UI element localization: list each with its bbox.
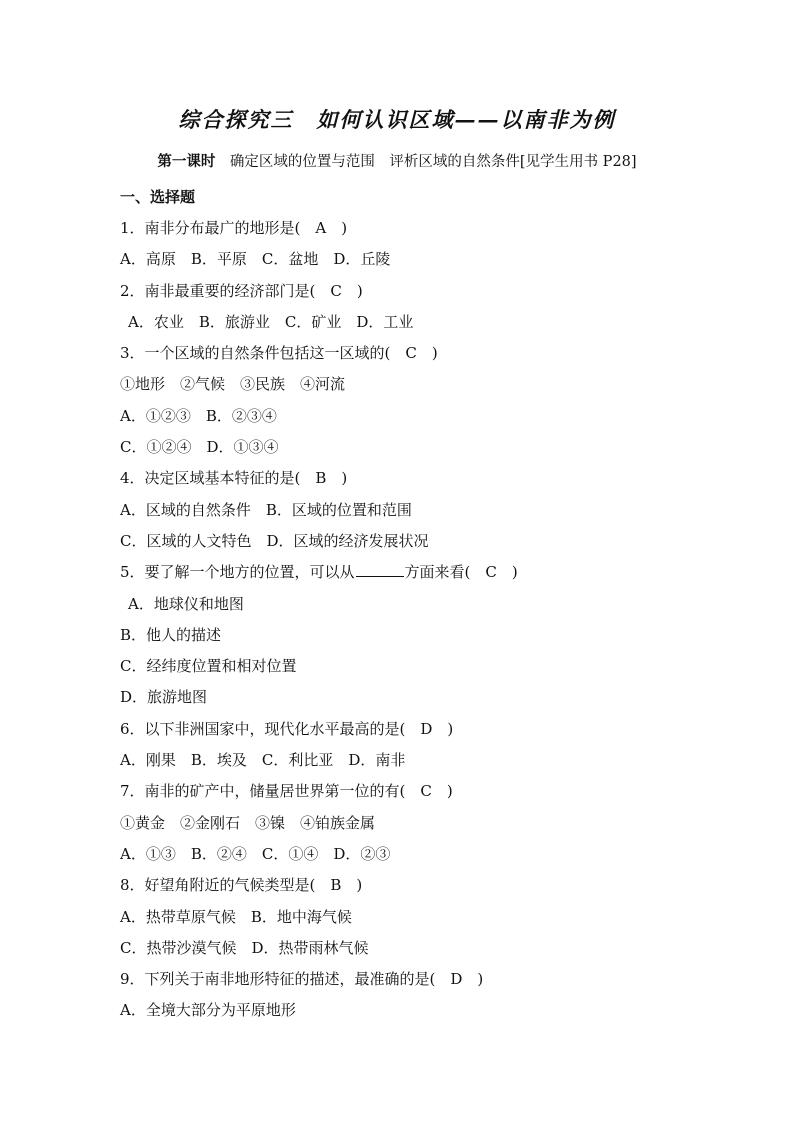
lesson-description: 确定区域的位置与范围 评析区域的自然条件[见学生用书 P28] [215, 154, 637, 170]
section-heading: 一、选择题 [120, 188, 196, 206]
question-7-items: ①黄金 ②金刚石 ③镍 ④铂族金属 [120, 813, 376, 832]
question-7-options: A．①③ B．②④ C．①④ D．②③ [120, 844, 391, 863]
question-5 [120, 560, 720, 591]
question-8: 8．好望角附近的气候类型是( B ) [120, 876, 363, 895]
page-title: 综合探究三 如何认识区域——以南非为例 [178, 107, 616, 132]
question-5-option-c: C．经纬度位置和相对位置 [120, 657, 297, 676]
question-3-items: ①地形 ②气候 ③民族 ④河流 [120, 375, 346, 394]
question-3: 3．一个区域的自然条件包括这一区域的( C ) [120, 344, 438, 363]
lesson-subtitle [0, 150, 794, 171]
question-5-stem-end: 方面来看( C ) [404, 563, 518, 582]
question-2: 2．南非最重要的经济部门是( C ) [120, 281, 363, 300]
question-4: 4．决定区域基本特征的是( B ) [120, 469, 348, 488]
question-8-options-cd: C．热带沙漠气候 D．热带雨林气候 [120, 938, 369, 957]
question-1: 1．南非分布最广的地形是( A ) [120, 219, 348, 237]
question-3-options-cd: C．①②④ D．①③④ [120, 438, 279, 457]
question-2-options: A．农业 B．旅游业 C．矿业 D．工业 [128, 312, 414, 331]
question-3-options-ab: A．①②③ B．②③④ [120, 406, 277, 425]
answer-blank [356, 562, 404, 577]
question-9-option-a: A．全境大部分为平原地形 [120, 1001, 296, 1020]
lesson-label: 第一课时 [157, 153, 216, 170]
question-8-options-ab: A．热带草原气候 B．地中海气候 [120, 907, 352, 926]
question-6-options: A．刚果 B．埃及 C．利比亚 D．南非 [120, 751, 406, 770]
question-5-stem-start: 5．要了解一个地方的位置，可以从 [120, 563, 355, 582]
question-5-option-d: D．旅游地图 [120, 688, 208, 707]
question-1-options: A．高原 B．平原 C．盆地 D．丘陵 [120, 250, 391, 269]
question-list [120, 216, 720, 1030]
question-9: 9．下列关于南非地形特征的描述，最准确的是( D ) [120, 970, 484, 989]
question-7: 7．南非的矿产中，储量居世界第一位的有( C ) [120, 782, 453, 801]
question-4-options-ab: A．区域的自然条件 B．区域的位置和范围 [120, 500, 412, 519]
question-4-options-cd: C．区域的人文特色 D．区域的经济发展状况 [120, 531, 429, 550]
question-5-option-a: A．地球仪和地图 [128, 594, 244, 613]
question-6: 6．以下非洲国家中，现代化水平最高的是( D ) [120, 719, 454, 738]
question-5-option-b: B．他人的描述 [120, 625, 222, 644]
